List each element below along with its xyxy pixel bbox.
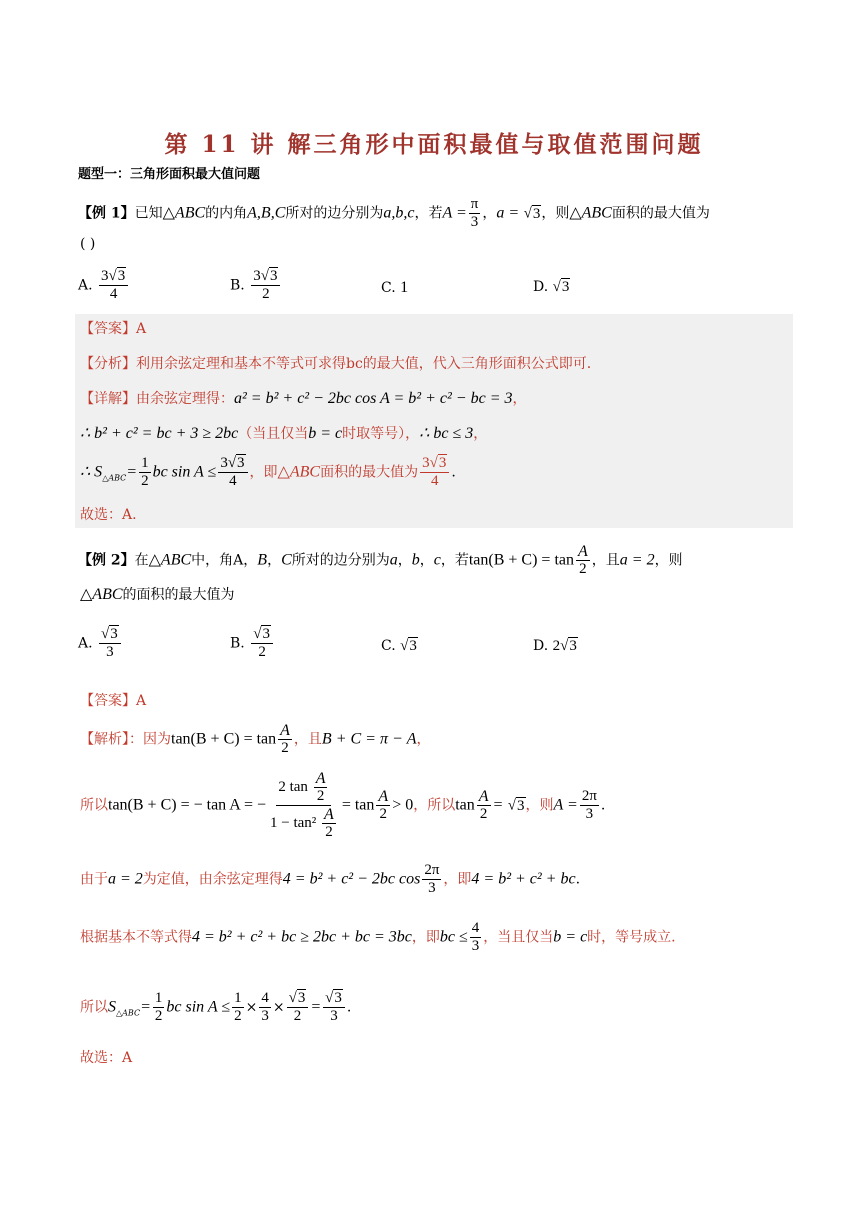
page-title: 第 11 讲 解三角形中面积最值与取值范围问题 bbox=[164, 131, 704, 158]
example-1-paren: ( ) bbox=[80, 236, 96, 252]
example-2-option-d: D. 2√3 bbox=[533, 638, 577, 654]
example-1-detail-3: ∴ $S_{\triangle ABC}=$ $\frac{1}{2}$ bc sin A ≤ $\frac{3√3}{4}$ ，即△ABC面积的最大值为 $\frac{3√3}{4}$ . bbox=[80, 455, 456, 489]
example-1-option-c: C. 1 bbox=[381, 279, 409, 296]
example-1-label: 【例 1】 bbox=[78, 205, 135, 222]
example-1-choose: 故选：A. bbox=[80, 507, 137, 523]
fraction: $\frac{\pi}{3}$ bbox=[470, 196, 479, 230]
example-1-stem: 【例 1】已知△ABC的内角A,B,C所对的边分别为a,b,c，若A = $\frac{\pi}{3}$ ，a = √3，则△ABC面积的最大值为 bbox=[78, 196, 710, 230]
example-1-analysis: 【分析】利用余弦定理和基本不等式可求得bc的最大值，代入三角形面积公式即可. bbox=[80, 356, 592, 372]
example-2-solution-2: 所以tan(B + C) = − tan A = − 2 tan $\frac{A}{2}$ 1 − tan² $\frac{A}{2}$ = tan $\frac{A}{2}$ > 0，所以tan $\frac{A}{2}$ = √3，则A = $\frac{2\pi}{3}$ . bbox=[80, 770, 606, 840]
example-2-stem: 【例 2】在△ABC中，角A，B，C所对的边分别为a，b，c，若tan(B + C) = tan $\frac{A}{2}$ ，且a = 2，则 bbox=[78, 543, 683, 577]
example-2-label: 【例 2】 bbox=[78, 552, 135, 569]
example-2-option-b: B. $\frac{√3}{2}$ bbox=[230, 626, 275, 661]
section-heading: 题型一：三角形面积最大值问题 bbox=[78, 167, 261, 182]
example-2-answer: 【答案】A bbox=[80, 693, 147, 709]
example-1-detail-2: ∴ b² + c² = bc + 3 ≥ 2bc（当且仅当b = c时取等号），∴ bc ≤ 3， bbox=[80, 425, 488, 442]
example-2-choose: 故选：A bbox=[80, 1050, 133, 1066]
example-2-stem-2: △ABC的面积的最大值为 bbox=[80, 586, 235, 603]
example-1-option-d: D. √3 bbox=[533, 279, 570, 295]
example-2-solution-1: 【解析】：因为tan(B + C) = tan $\frac{A}{2}$ ，且B + C = π − A， bbox=[80, 722, 431, 756]
example-2-solution-5: 所以$S_{\triangle ABC}=$ $\frac{1}{2}$ bc sin A ≤ $\frac{1}{2}$ × $\frac{4}{3}$ × $\frac{√3}{2}$ = $\frac{√3}{3}$ . bbox=[80, 990, 352, 1024]
example-1-option-b: B. $\frac{3√3}{2}$ bbox=[230, 268, 282, 303]
example-2-option-a: A. $\frac{√3}{3}$ bbox=[78, 626, 123, 661]
example-1-option-a: A. $\frac{3√3}{4}$ bbox=[78, 268, 130, 303]
sqrt: √3 bbox=[523, 205, 541, 222]
example-2-solution-4: 根据基本不等式得4 = b² + c² + bc ≥ 2bc + bc = 3bc，即bc ≤ $\frac{4}{3}$ ，当且仅当b = c时，等号成立. bbox=[80, 920, 676, 954]
example-2-option-c: C. √3 bbox=[381, 638, 417, 654]
example-1-answer: 【答案】A bbox=[80, 321, 147, 337]
example-1-detail-1: 【详解】由余弦定理得：a² = b² + c² − 2bc cos A = b² + c² − bc = 3， bbox=[80, 390, 527, 407]
solution-box bbox=[75, 314, 793, 528]
example-2-solution-3: 由于a = 2为定值，由余弦定理得4 = b² + c² − 2bc cos $\frac{2\pi}{3}$ ，即4 = b² + c² + bc. bbox=[80, 862, 581, 896]
